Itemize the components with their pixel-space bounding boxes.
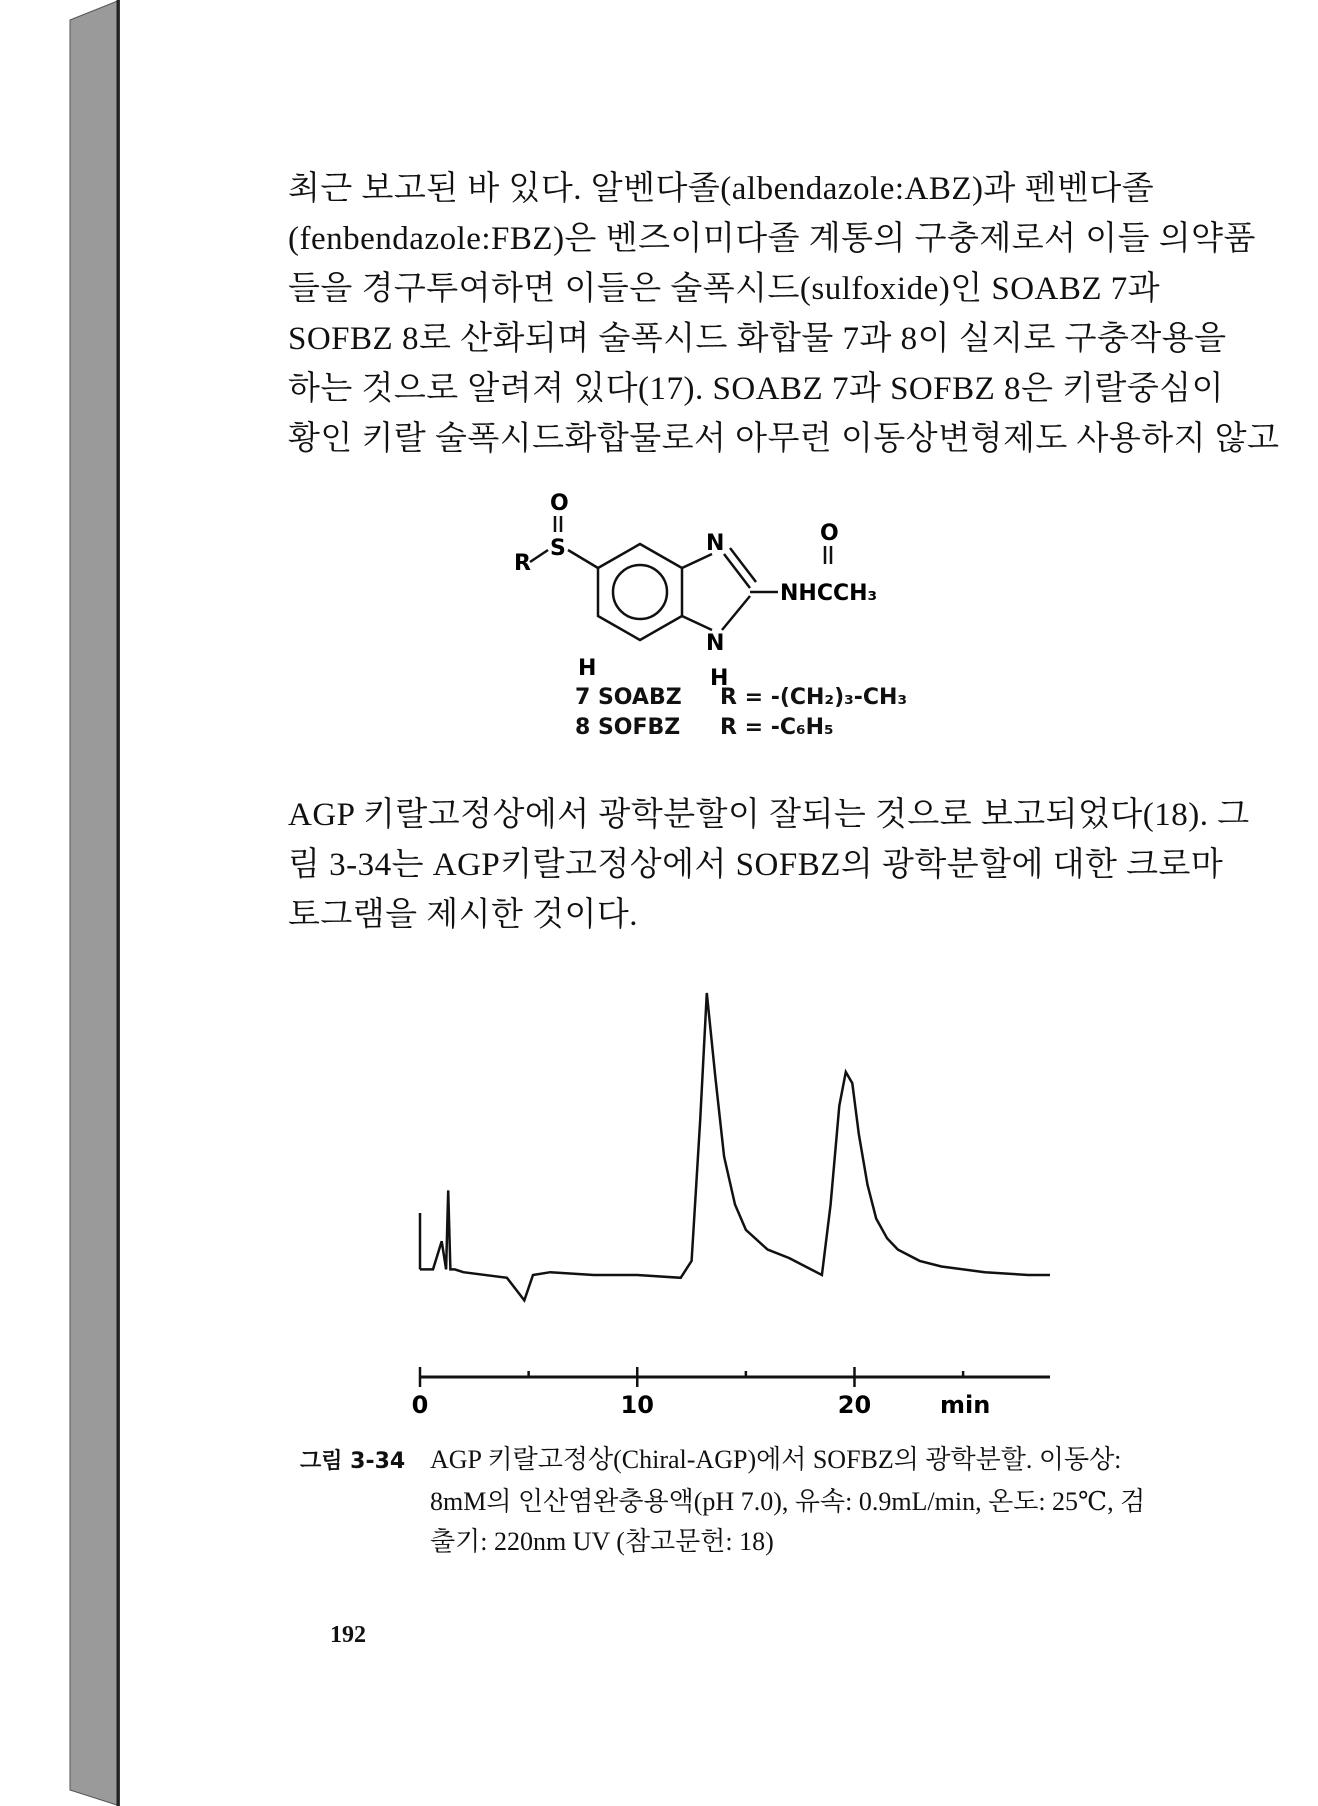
page-number: 192 <box>330 1622 366 1648</box>
text-line: 토그램을 제시한 것이다. <box>288 897 639 933</box>
r-group-formula: R = -C₆H₅ <box>720 715 834 740</box>
legend-row-soabz <box>575 683 907 713</box>
text-line: AGP 키랄고정상에서 광학분할이 잘되는 것으로 보고되었다(18). 그 <box>288 797 1250 833</box>
text-line: 림 3-34는 AGP키랄고정상에서 SOFBZ의 광학분할에 대한 크로마 <box>288 847 1224 883</box>
text-line: 하는 것으로 알려져 있다(17). SOABZ 7과 SOFBZ 8은 키랄중심이 <box>288 371 1225 407</box>
compound-label: 8 SOFBZ <box>575 715 681 740</box>
atom-n-top: N <box>706 531 725 556</box>
atom-h-ring: H <box>578 656 597 681</box>
chromatogram <box>400 975 1070 1435</box>
figure-caption <box>300 1440 1180 1562</box>
x-axis-tick-label: 20 <box>837 1391 872 1419</box>
text-line: SOFBZ 8로 산화되며 술폭시드 화합물 7과 8이 실지로 구충작용을 <box>288 321 1227 357</box>
amide-group: NHCCH₃ <box>780 581 878 606</box>
atom-r: R <box>514 551 531 576</box>
legend-row-sofbz <box>575 713 907 743</box>
text-line: (fenbendazole:FBZ)은 벤즈이미다졸 계통의 구충제로서 이들 의약품 <box>288 221 1256 257</box>
r-group-formula: R = -(CH₂)₃-CH₃ <box>720 685 908 710</box>
paragraph-1 <box>288 164 1280 464</box>
atom-o-top: O <box>550 491 569 516</box>
chromatogram-trace <box>420 993 1050 1300</box>
caption-line-3: 출기: 220nm UV (참고문헌: 18) <box>430 1527 774 1556</box>
text-line: 최근 보고된 바 있다. 알벤다졸(albendazole:ABZ)과 펜벤다졸 <box>288 171 1155 207</box>
compound-label: 7 SOABZ <box>575 685 682 710</box>
x-axis-tick-label: 0 <box>411 1391 429 1419</box>
structure-legend <box>575 683 907 743</box>
text-line: 들을 경구투여하면 이들은 술폭시드(sulfoxide)인 SOABZ 7과 <box>288 271 1161 307</box>
x-axis-unit: min <box>940 1391 991 1419</box>
atom-s: S <box>550 536 566 561</box>
figure-number: 그림 3-34 <box>300 1449 406 1474</box>
atom-o-amide: O <box>820 521 839 546</box>
caption-line-2: 8mM의 인산염완충용액(pH 7.0), 유속: 0.9mL/min, 온도: 25℃, 검 <box>430 1487 1146 1516</box>
text-line: 황인 키랄 술폭시드화합물로서 아무런 이동상변형제도 사용하지 않고 <box>288 421 1280 457</box>
x-axis-tick-label: 10 <box>620 1391 654 1419</box>
atom-h-nh: H <box>710 666 729 691</box>
paragraph-2 <box>288 790 1250 940</box>
atom-n-bottom: N <box>706 631 725 656</box>
caption-line-1: AGP 키랄고정상(Chiral-AGP)에서 SOFBZ의 광학분할. 이동상: <box>430 1445 1122 1474</box>
